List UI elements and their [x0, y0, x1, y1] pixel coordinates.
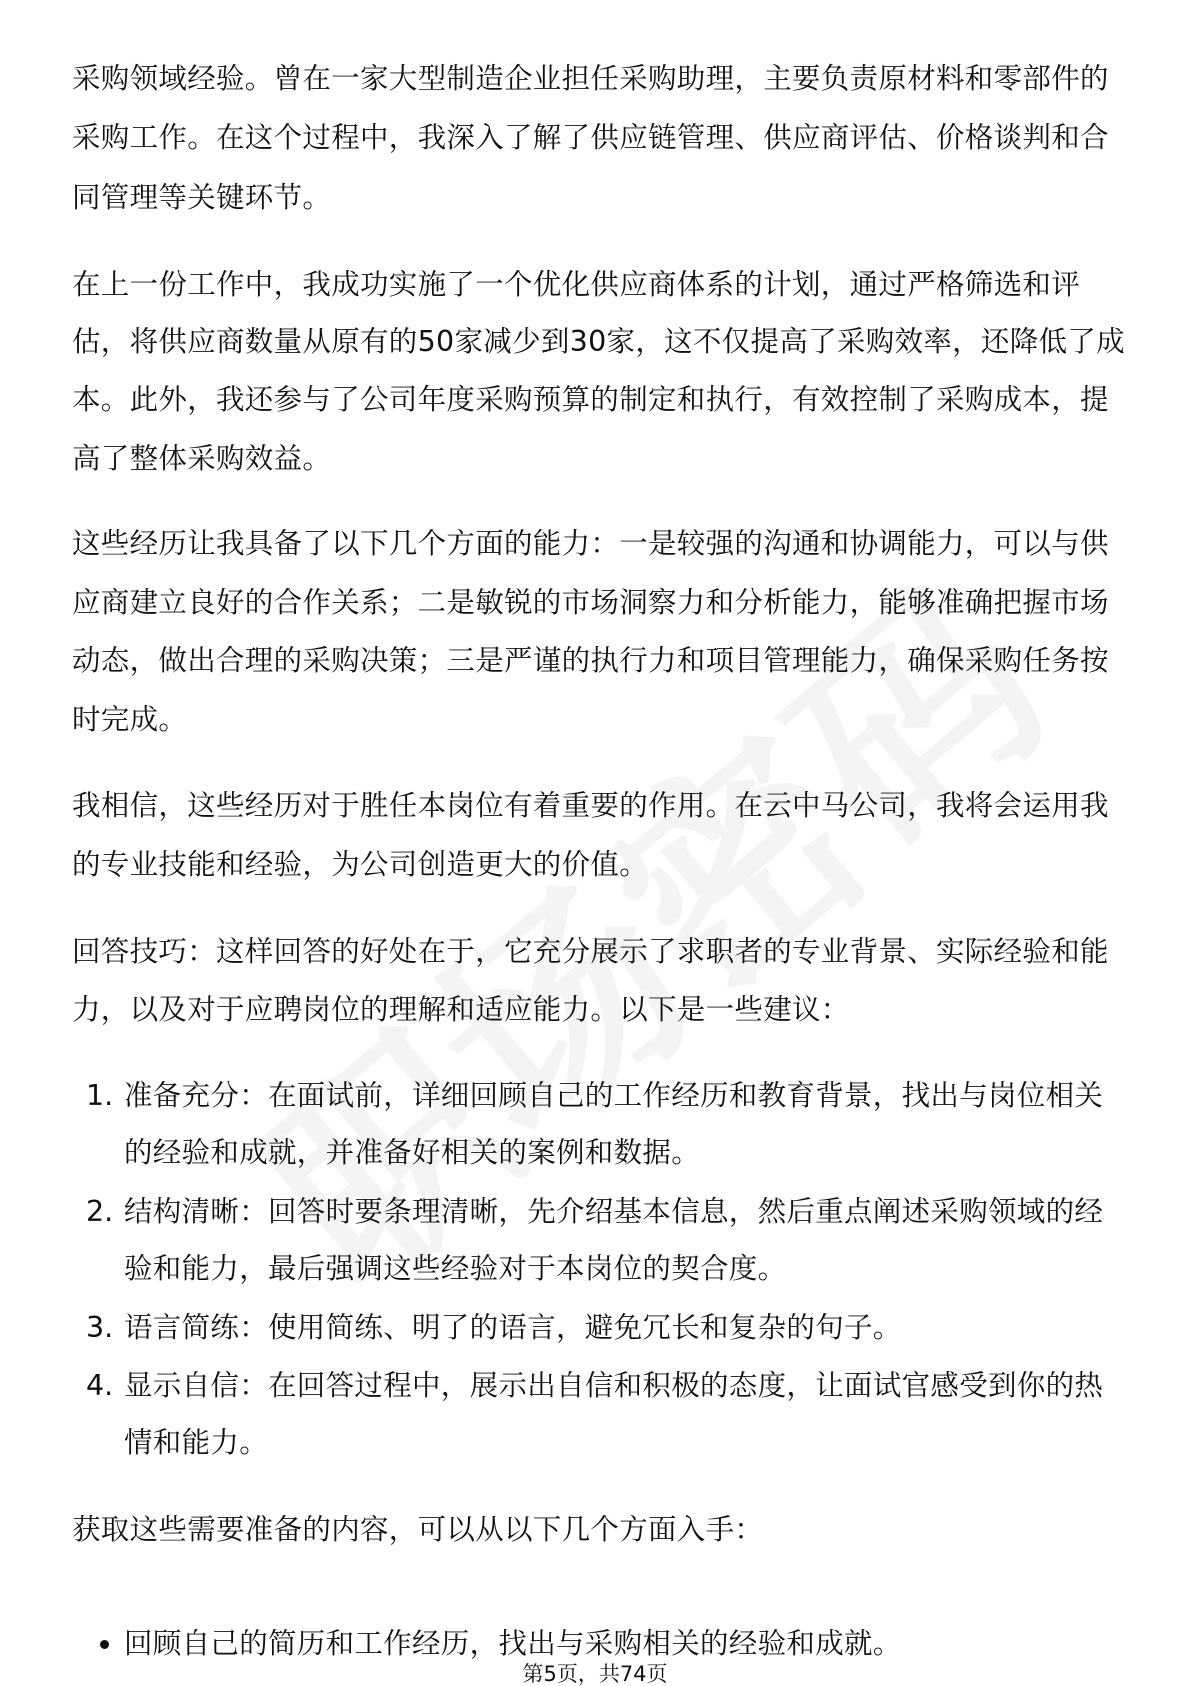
paragraph-line: 采购工作。在这个过程中，我深入了解了供应链管理、供应商评估、价格谈判和合: [72, 121, 1109, 154]
paragraph-line: 动态，做出合理的采购决策；三是严谨的执行力和项目管理能力，确保采购任务按: [72, 644, 1109, 677]
bullet-item: 回顾自己的简历和工作经历，找出与采购相关的经验和成就。: [124, 1627, 902, 1660]
page-footer: 第5页，共74页: [522, 1662, 668, 1686]
list-number: 1.: [86, 1079, 114, 1112]
paragraph-line: 同管理等关键环节。: [72, 181, 332, 214]
list-item-line: 结构清晰：回答时要条理清晰，先介绍基本信息，然后重点阐述采购领域的经: [124, 1195, 1104, 1228]
list-number: 3.: [86, 1311, 114, 1344]
paragraph-line: 力，以及对于应聘岗位的理解和适应能力。以下是一些建议：: [72, 993, 850, 1026]
list-number: 4.: [86, 1369, 114, 1402]
list-item-line: 语言简练：使用简练、明了的语言，避免冗长和复杂的句子。: [124, 1311, 902, 1344]
list-item-line: 情和能力。: [124, 1426, 269, 1459]
paragraph-line: 估，将供应商数量从原有的50家减少到30家，这不仅提高了采购效率，还降低了成: [72, 325, 1125, 358]
list-number: 2.: [86, 1195, 114, 1228]
paragraph-line: 我相信，这些经历对于胜任本岗位有着重要的作用。在云中马公司，我将会运用我: [72, 789, 1109, 822]
paragraph-line: 在上一份工作中，我成功实施了一个优化供应商体系的计划，通过严格筛选和评: [72, 268, 1081, 301]
list-item-line: 显示自信：在回答过程中，展示出自信和积极的态度，让面试官感受到你的热: [124, 1369, 1104, 1402]
list-item-line: 准备充分：在面试前，详细回顾自己的工作经历和教育背景，找出与岗位相关: [124, 1079, 1104, 1112]
paragraph-line: 回答技巧：这样回答的好处在于，它充分展示了求职者的专业背景、实际经验和能: [72, 935, 1109, 968]
paragraph-line: 的专业技能和经验，为公司创造更大的价值。: [72, 848, 649, 881]
paragraph-line: 高了整体采购效益。: [72, 442, 332, 475]
closing-text: 获取这些需要准备的内容，可以从以下几个方面入手：: [72, 1513, 764, 1546]
list-item-line: 验和能力，最后强调这些经验对于本岗位的契合度。: [124, 1252, 787, 1285]
paragraph-line: 应商建立良好的合作关系；二是敏锐的市场洞察力和分析能力，能够准确把握市场: [72, 586, 1109, 619]
paragraph-line: 采购领域经验。曾在一家大型制造企业担任采购助理，主要负责原材料和零部件的: [72, 62, 1109, 95]
paragraph-line: 时完成。: [72, 703, 188, 736]
paragraph-line: 这些经历让我具备了以下几个方面的能力：一是较强的沟通和协调能力，可以与供: [72, 527, 1109, 560]
list-item-line: 的经验和成就，并准备好相关的案例和数据。: [124, 1136, 701, 1169]
bullet-icon: [100, 1640, 109, 1649]
paragraph-line: 本。此外，我还参与了公司年度采购预算的制定和执行，有效控制了采购成本，提: [72, 383, 1109, 416]
